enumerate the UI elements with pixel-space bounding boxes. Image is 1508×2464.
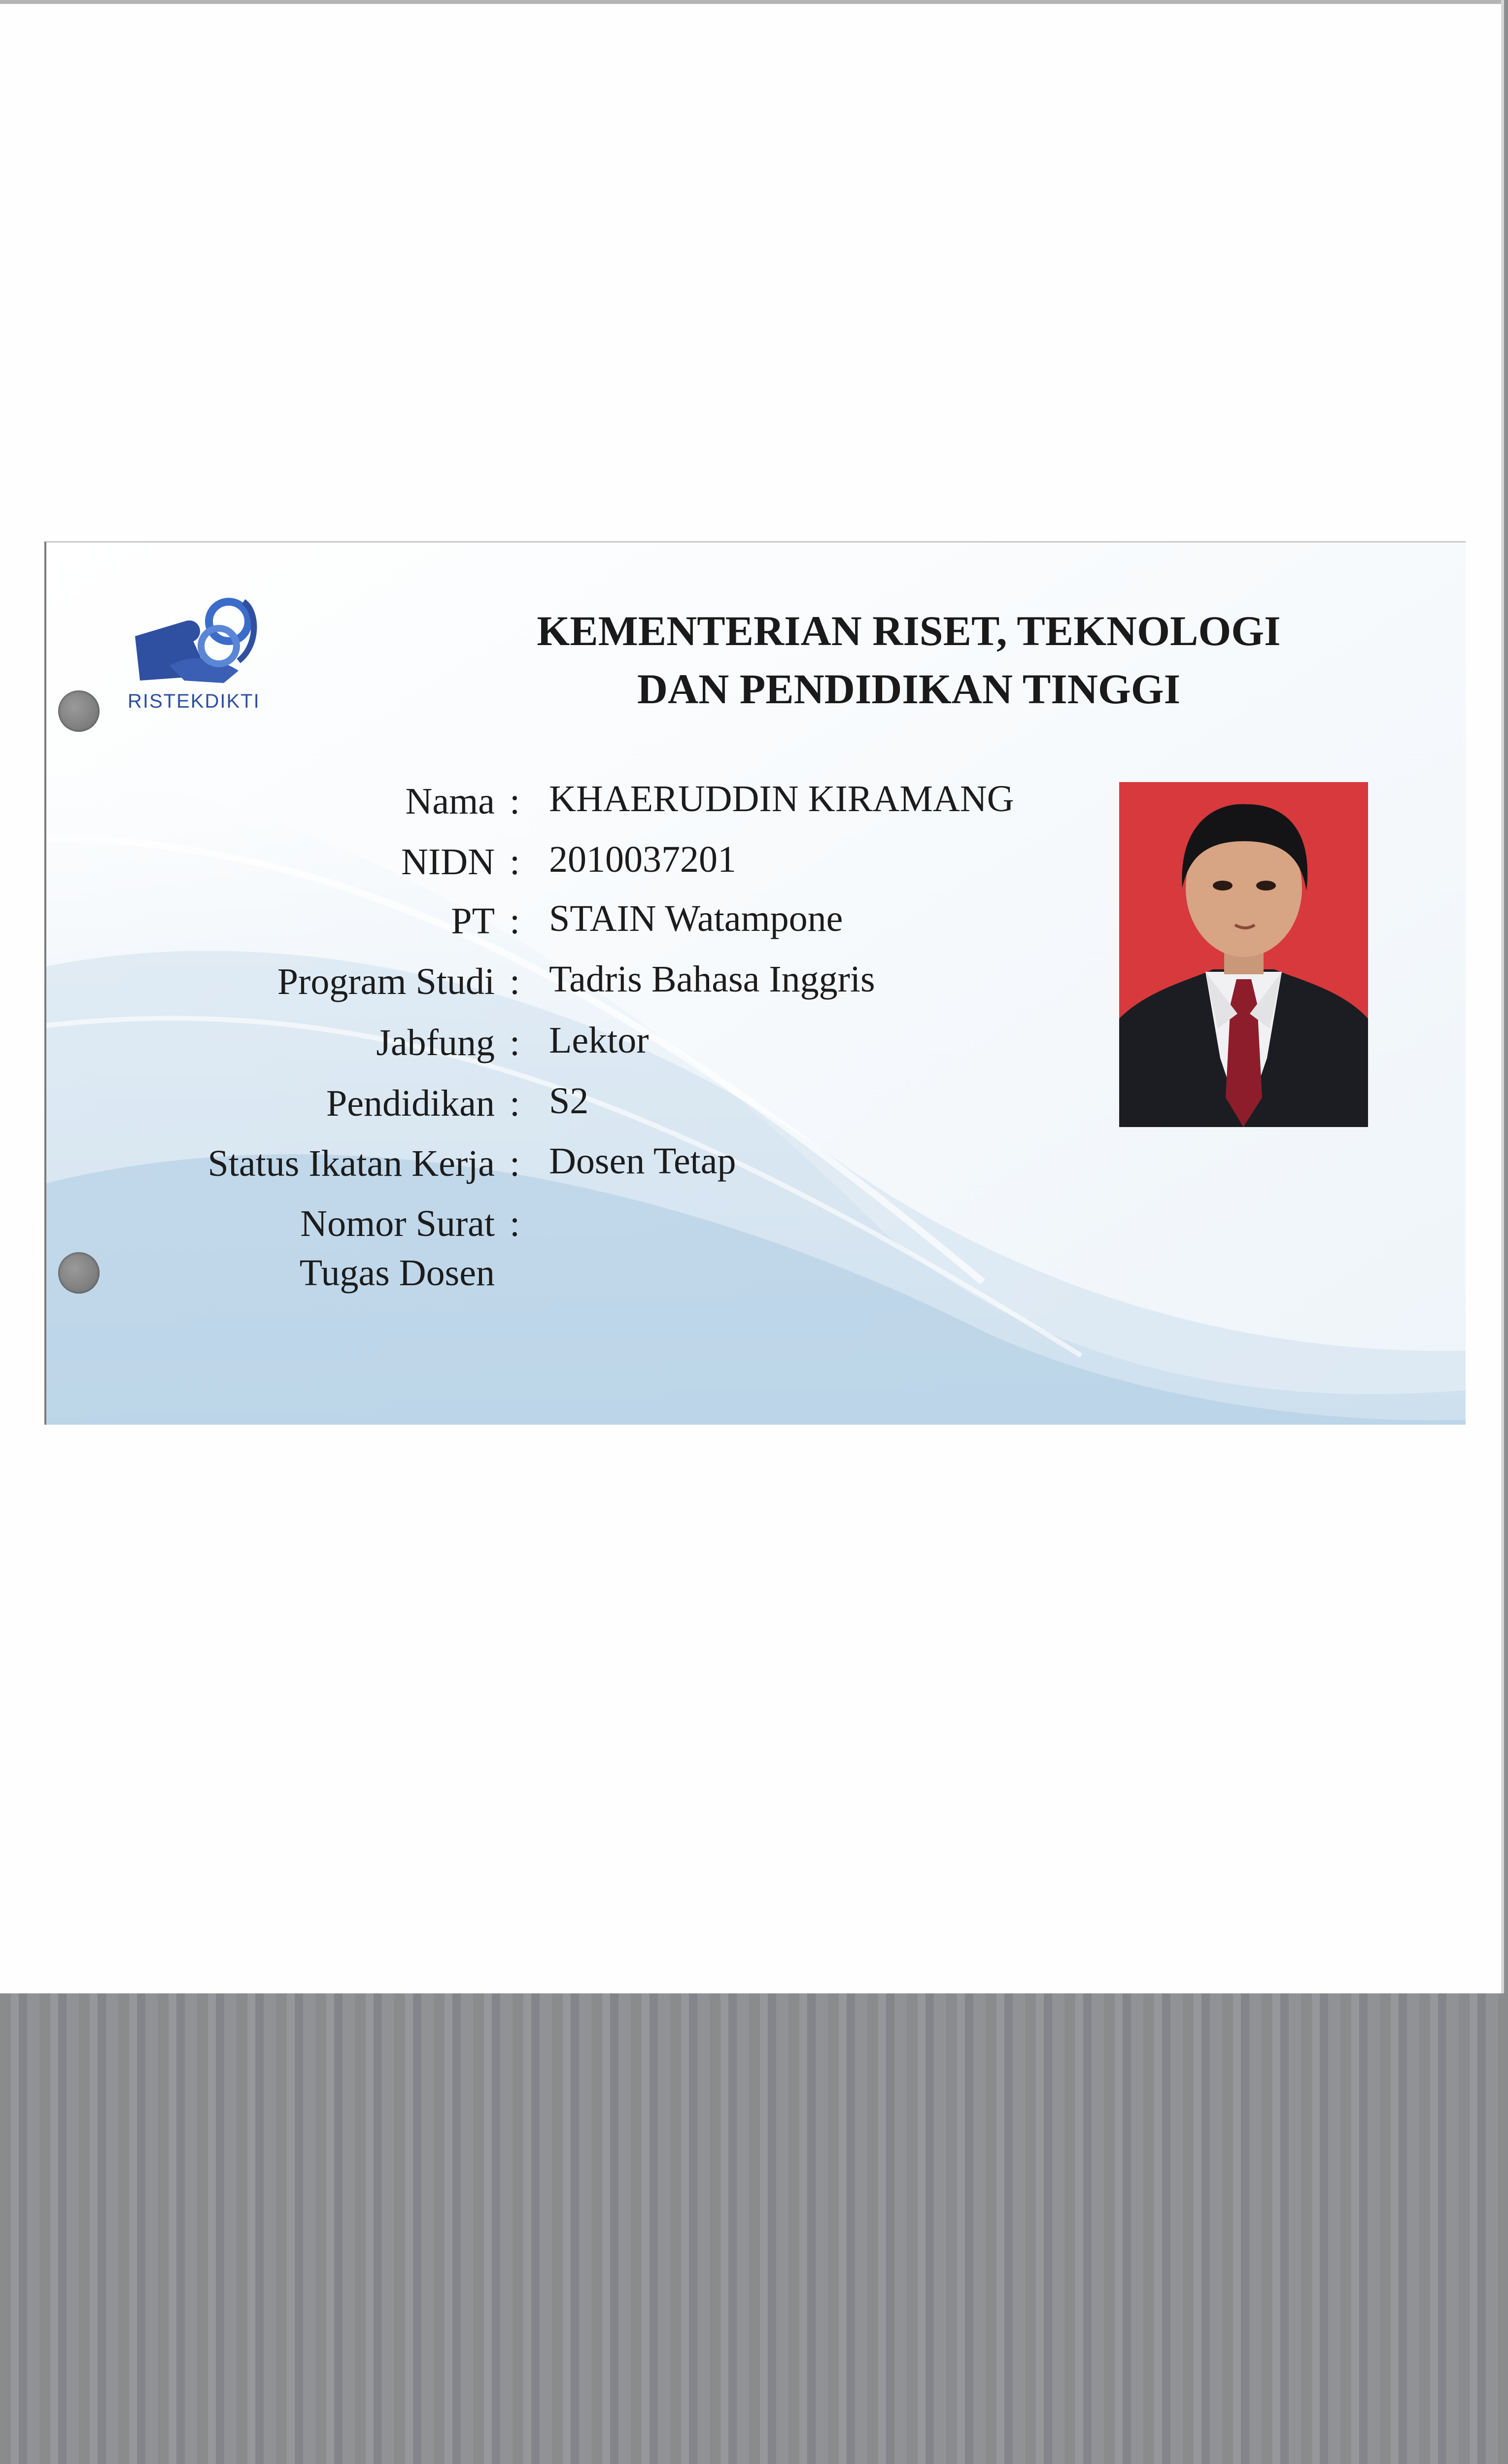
lecturer-id-card — [44, 541, 1466, 1425]
punch-hole — [58, 690, 100, 732]
field-label-status-ikatan-kerja: Status Ikatan Kerja — [207, 1143, 495, 1184]
field-colon: : — [510, 781, 520, 822]
title-line-2: DAN PENDIDIKAN TINGGI — [637, 665, 1181, 713]
field-colon: : — [510, 841, 520, 883]
field-value-status-ikatan-kerja: Dosen Tetap — [549, 1140, 736, 1182]
field-label-jabfung: Jabfung — [376, 1022, 495, 1063]
field-label-pt: PT — [451, 900, 495, 942]
lecturer-photo — [1119, 782, 1368, 1127]
title-line-1: KEMENTERIAN RISET, TEKNOLOGI — [537, 607, 1281, 654]
field-colon: : — [510, 900, 520, 942]
field-label-nama: Nama — [405, 781, 495, 822]
card-title — [401, 602, 1416, 718]
field-value-nama: KHAERUDDIN KIRAMANG — [549, 778, 1014, 820]
logo-text: RISTEKDIKTI — [128, 690, 260, 712]
field-colon: : — [510, 1022, 520, 1063]
field-label-nidn: NIDN — [401, 841, 495, 883]
field-colon: : — [510, 1083, 520, 1124]
field-value-program-studi: Tadris Bahasa Inggris — [549, 958, 875, 1000]
field-value-pendidikan: S2 — [549, 1080, 589, 1122]
field-label-program-studi: Program Studi — [277, 961, 495, 1002]
field-label-nomor-surat: Nomor Surat — [300, 1203, 495, 1244]
field-label-tugas-dosen: Tugas Dosen — [299, 1252, 495, 1294]
field-colon: : — [510, 1143, 520, 1184]
field-value-pt: STAIN Watampone — [549, 898, 843, 939]
field-colon: : — [510, 961, 520, 1002]
punch-hole — [58, 1252, 100, 1294]
field-label-pendidikan: Pendidikan — [326, 1083, 495, 1124]
field-value-jabfung: Lektor — [549, 1020, 649, 1061]
field-colon: : — [510, 1203, 520, 1244]
field-value-nidn: 2010037201 — [549, 839, 736, 880]
scanner-bed-background — [0, 1993, 1508, 2464]
